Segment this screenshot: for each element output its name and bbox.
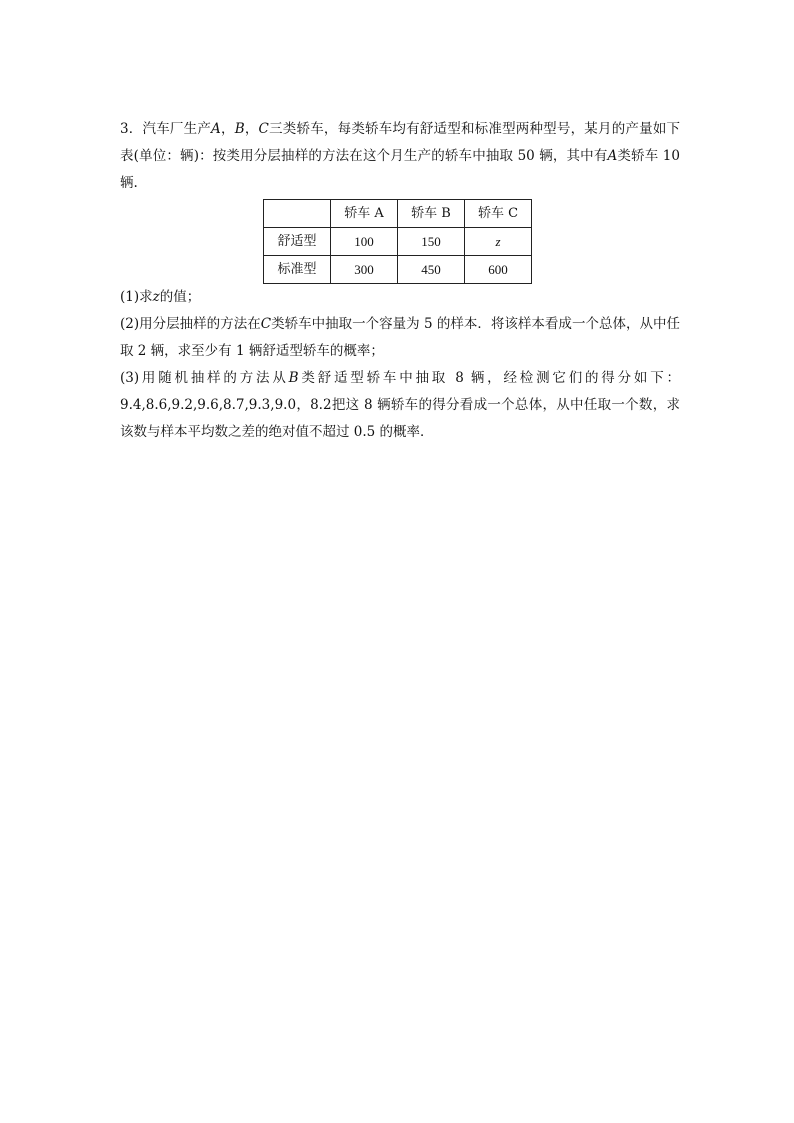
table-header-row	[264, 200, 532, 228]
table-header-cell: 轿车 A	[331, 200, 398, 228]
question-2: (2)用分层抽样的方法在C类轿车中抽取一个容量为 5 的样本．将该样本看成一个总体，从中任取 2 辆，求至少有 1 辆舒适型轿车的概率；	[120, 316, 681, 359]
problem-number: 3．	[120, 121, 143, 137]
production-table-wrapper	[263, 199, 680, 284]
problem-block	[120, 116, 680, 446]
production-table	[263, 199, 532, 284]
row-label: 标准型	[264, 256, 331, 284]
question-1: (1)求z的值；	[120, 289, 201, 305]
row-label: 舒适型	[264, 228, 331, 256]
table-header-cell: 轿车 C	[465, 200, 532, 228]
table-header-cell: 轿车 B	[398, 200, 465, 228]
table-cell: 600	[465, 256, 532, 284]
problem-intro: 3．汽车厂生产A，B，C三类轿车，每类轿车均有舒适型和标准型两种型号，某月的产量如下表(单位：辆)：按类用分层抽样的方法在这个月生产的轿车中抽取 50 辆，其中有A类轿车 10 辆.	[120, 121, 681, 191]
table-cell: 450	[398, 256, 465, 284]
table-cell: 300	[331, 256, 398, 284]
table-cell: z	[465, 228, 532, 256]
table-row	[264, 256, 532, 284]
question-3: (3)用随机抽样的方法从B类舒适型轿车中抽取 8 辆，经检测它们的得分如下：9.4,8.6,9.2,9.6,8.7,9.3,9.0，8.2把这 8 辆轿车的得分看成一个总体，从中任取一个数，求该数与样本平均数之差的绝对值不超过 0.5 的概率．	[120, 370, 681, 440]
table-row	[264, 228, 532, 256]
table-header-cell	[264, 200, 331, 228]
table-cell: 100	[331, 228, 398, 256]
table-cell: 150	[398, 228, 465, 256]
